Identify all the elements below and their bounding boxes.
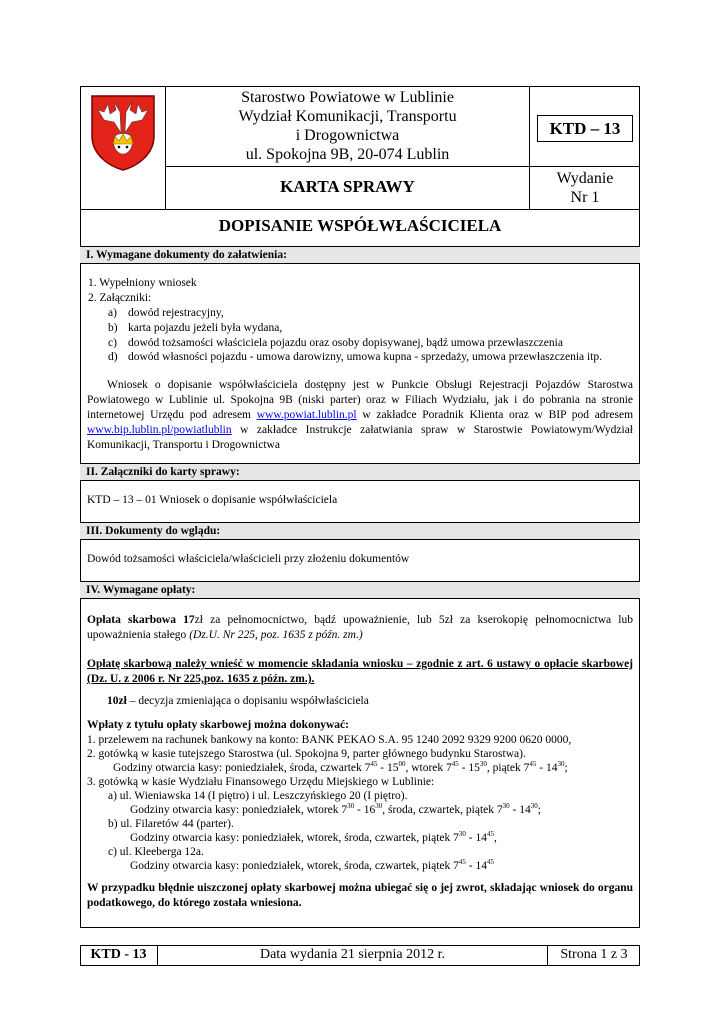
cash-desk-hours: Godziny otwarcia kasy: poniedziałek, środa, czwartek $7^{45} - 15^{00}$, wtorek $7^{45} - 15^{30}$, piątek $7^{45} - 14^{30}$; bbox=[113, 760, 568, 774]
refund-note: W przypadku błędnie uiszczonej opłaty skarbowej można ubiegać się o jej zwrot, składając wniosek do organu podatkowego, do którego została wniesiona. bbox=[87, 882, 633, 909]
section-2-heading: II. Załączniki do karty sprawy: bbox=[80, 463, 640, 481]
inspection-document: Dowód tożsamości właściciela/właścicieli przy złożeniu dokumentów bbox=[87, 553, 410, 565]
payment-option: 3. gotówką w kasie Wydziału Finansowego Urzędu Miejskiego w Lublinie: bbox=[87, 776, 435, 788]
sub-item: dowód tożsamości właściciela pojazdu oraz osoby dopisywanej, bądź umowa przewłaszczenia bbox=[128, 337, 563, 349]
footer-page-number: Strona 1 z 3 bbox=[560, 947, 628, 962]
sub-item: dowód rejestracyjny, bbox=[128, 307, 224, 319]
department-name-cont: i Drogownictwa bbox=[295, 127, 400, 144]
edition-number: Nr 1 bbox=[570, 189, 600, 206]
edition-label: Wydanie bbox=[556, 170, 614, 187]
sub-item: karta pojazdu jeżeli była wydana, bbox=[128, 322, 283, 334]
payment-option: 1. przelewem na rachunek bankowy na konto: BANK PEKAO S.A. 95 1240 2092 9329 9200 0620 0000, bbox=[87, 734, 572, 746]
fee-paragraph: Opłata skarbowa 17zł za pełnomocnictwo, bądź upoważnienie, lub 5zł za kserokopię pełnomocnictwa lub upoważnienia stałego (Dz.U. Nr 225, poz. 1635 z późn. zm.) bbox=[87, 614, 633, 641]
edition-cell bbox=[530, 167, 640, 210]
cash-desk-location: a) ul. Wieniawska 14 (I piętro) i ul. Leszczyńskiego 20 (I piętro). bbox=[108, 790, 408, 802]
sub-marker: d) bbox=[108, 351, 118, 363]
sub-marker: a) bbox=[108, 307, 117, 319]
sub-item: dowód własności pojazdu - umowa darowizny, umowa kupna - sprzedaży, umowa przewłaszczenia itp. bbox=[128, 351, 603, 363]
address-cell bbox=[166, 86, 530, 167]
page-title: DOPISANIE WSPÓŁWŁAŚCICIELA bbox=[218, 216, 502, 235]
section-3-heading: III. Dokumenty do wglądu: bbox=[80, 522, 640, 540]
payment-option: 2. gotówką w kasie tutejszego Starostwa (ul. Spokojna 9, parter głównego budynku Starostwa). bbox=[87, 748, 526, 760]
attachment-item: KTD – 13 – 01 Wniosek o dopisanie współwłaściciela bbox=[87, 494, 338, 506]
bip-website-link[interactable]: www.bip.lublin.pl/powiatlublin bbox=[87, 424, 232, 436]
fee-item: 10zł – decyzja zmieniająca o dopisaniu współwłaściciela bbox=[107, 695, 369, 707]
sub-marker: b) bbox=[108, 322, 118, 334]
cash-desk-hours: Godziny otwarcia kasy: poniedziałek, wtorek, środa, czwartek, piątek $7^{45} - 14^{45}$ bbox=[130, 858, 495, 872]
list-item: 2. Załączniki: bbox=[88, 292, 152, 304]
sub-marker: c) bbox=[108, 337, 117, 349]
section-1-heading: I. Wymagane dokumenty do załatwienia: bbox=[80, 246, 640, 264]
wniosek-paragraph: Wniosek o dopisanie współwłaściciela dostępny jest w Punkcie Obsługi Rejestracji Pojazdów Starostwa Powiatowego w Lublinie ul. Spokojna 9B (niski parter) oraz w Filiach Wydziału, jak i do pobrania na stronie internetowej Urzędu pod adresem www.powiat.lublin.pl w zakładce Poradnik Klienta oraz w BIP pod adresem www.bip.lublin.pl/powiatlublin w zakładce Instrukcje załatwiania spraw w Starostwie Powiatowym/Wydział Komunikacji, Transportu i Drogownictwa bbox=[87, 379, 634, 451]
powiat-website-link[interactable]: www.powiat.lublin.pl bbox=[256, 409, 357, 421]
cash-desk-hours: Godziny otwarcia kasy: poniedziałek, wtorek $7^{30} - 16^{30}$, środa, czwartek, piątek $7^{30} - 14^{30}$; bbox=[130, 802, 541, 816]
payment-heading: Wpłaty z tytułu opłaty skarbowej można dokonywać: bbox=[87, 719, 349, 731]
footer-code: KTD - 13 bbox=[80, 945, 158, 966]
list-item: 1. Wypełniony wniosek bbox=[88, 277, 197, 289]
office-address: ul. Spokojna 9B, 20-074 Lublin bbox=[245, 146, 450, 163]
footer-date: Data wydania 21 sierpnia 2012 r. bbox=[158, 945, 548, 966]
cash-desk-location: c) ul. Kleeberga 12a. bbox=[108, 846, 204, 858]
fee-deadline-paragraph: Opłatę skarbową należy wnieść w momencie składania wniosku – zgodnie z art. 6 ustawy o opłacie skarbowej (Dz. U. z 2006 r. Nr 225,poz. 1635 z późn. zm.). bbox=[87, 658, 633, 685]
karta-cell bbox=[166, 167, 530, 210]
office-name: Starostwo Powiatowe w Lublinie bbox=[241, 89, 454, 106]
department-name: Wydział Komunikacji, Transportu bbox=[238, 108, 457, 125]
coat-of-arms-icon bbox=[88, 92, 158, 172]
crest-cell bbox=[80, 86, 166, 210]
section-4-heading: IV. Wymagane opłaty: bbox=[80, 581, 640, 599]
karta-sprawy-heading: KARTA SPRAWY bbox=[280, 177, 415, 196]
cash-desk-hours: Godziny otwarcia kasy: poniedziałek, wtorek, środa, czwartek, piątek $7^{30} - 14^{45}$, bbox=[130, 830, 497, 844]
cash-desk-location: b) ul. Filaretów 44 (parter). bbox=[108, 818, 234, 830]
document-code: KTD – 13 bbox=[537, 115, 633, 142]
